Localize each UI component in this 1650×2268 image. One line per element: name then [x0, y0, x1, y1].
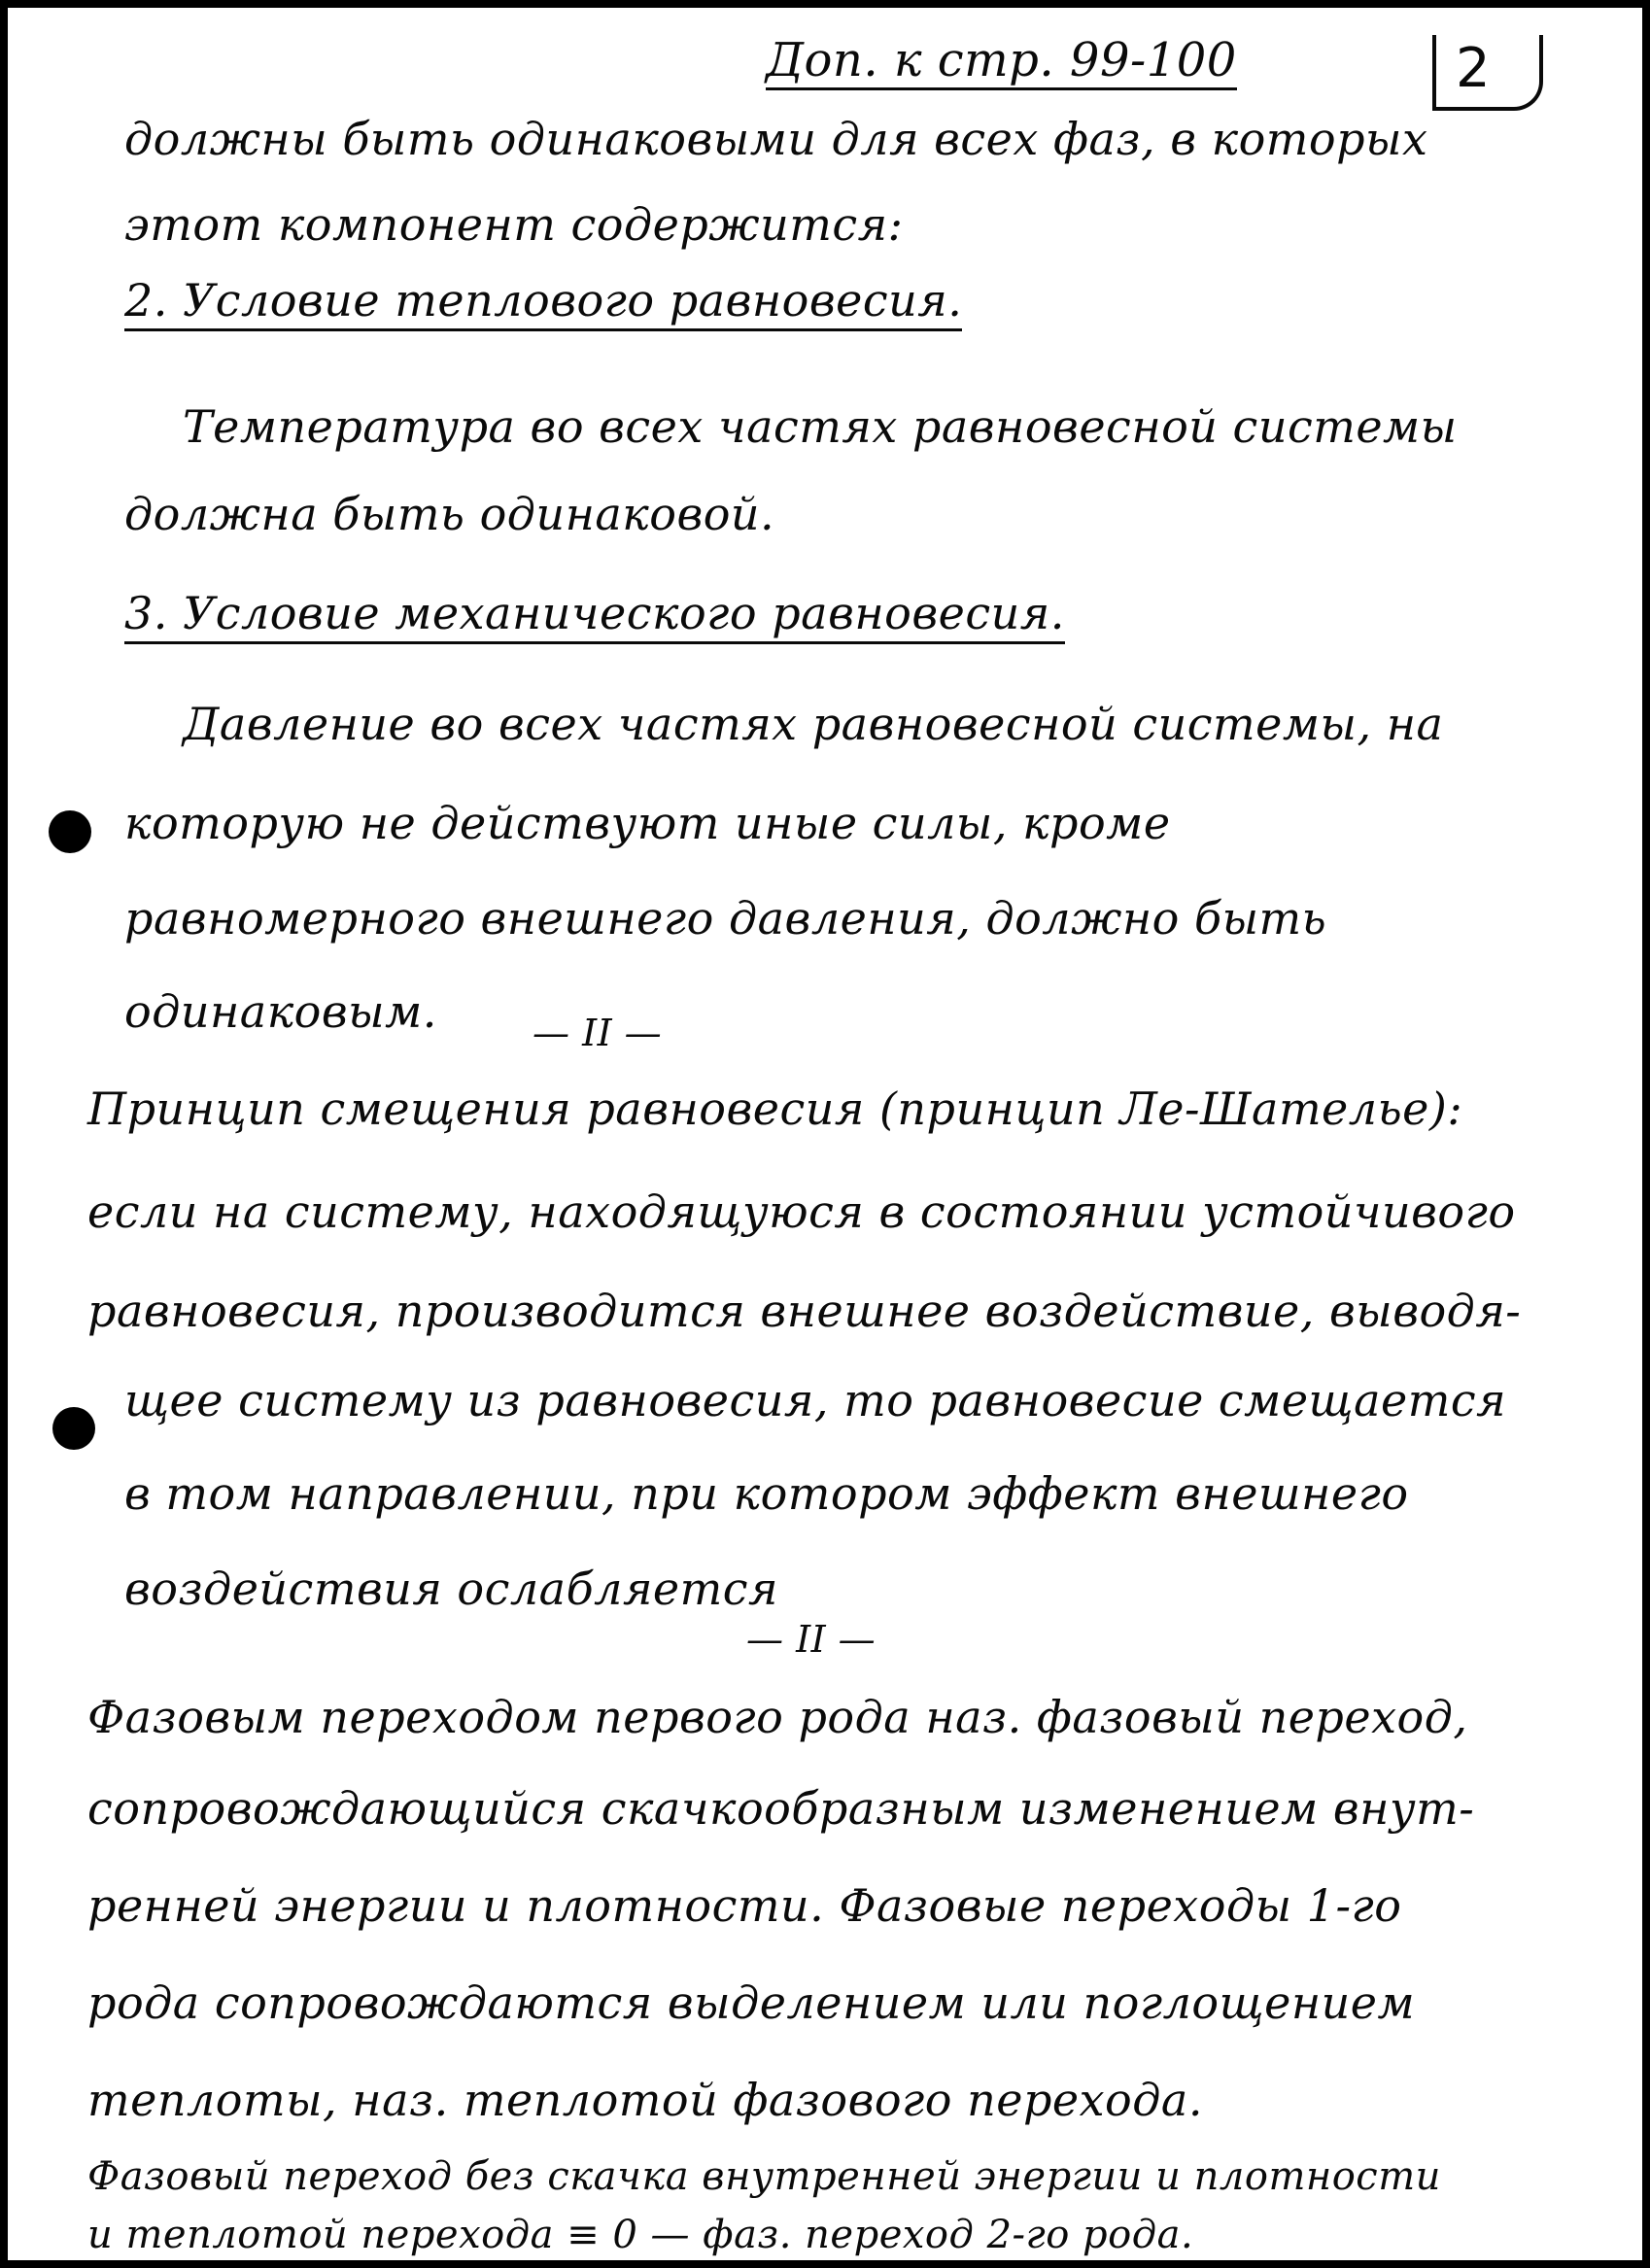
text-line: Температура во всех частях равновесной системы: [183, 400, 1458, 453]
text-line: и теплотой перехода ≡ 0 — фаз. переход 2-го рода.: [87, 2213, 1194, 2257]
page-number: 2: [1456, 37, 1491, 100]
text-line: сопровождающийся скачкообразным изменением внут-: [87, 1782, 1475, 1835]
text-line: ренней энергии и плотности. Фазовые переходы 1-го: [87, 1879, 1402, 1932]
text-line: должна быть одинаковой.: [124, 488, 775, 540]
bullet-dot: [52, 1407, 95, 1450]
separator-mark: — II —: [746, 1618, 877, 1661]
text-line: Давление во всех частях равновесной системы, на: [183, 698, 1444, 750]
text-line: в том направлении, при котором эффект внешнего: [124, 1467, 1409, 1520]
bullet-dot: [49, 810, 91, 853]
section-heading: 2. Условие теплового равновесия.: [124, 278, 962, 331]
text-line: если на систему, находящуюся в состоянии устойчивого: [87, 1186, 1516, 1238]
text-line: равномерного внешнего давления, должно быть: [124, 892, 1327, 945]
text-line: равновесия, производится внешнее воздействие, выводя-: [87, 1285, 1522, 1337]
text-line: одинаковым.: [124, 985, 437, 1038]
text-line: Фазовым переходом первого рода наз. фазовый переход,: [87, 1691, 1468, 1743]
text-line: этот компонент содержится:: [124, 198, 904, 251]
text-line: должны быть одинаковыми для всех фаз, в которых: [124, 113, 1428, 165]
text-line: воздействия ослабляется: [124, 1563, 778, 1615]
handwritten-page: [8, 8, 1642, 2260]
section-heading: 3. Условие механического равновесия.: [124, 591, 1065, 644]
text-line: щее систему из равновесия, то равновесие смещается: [124, 1374, 1507, 1426]
text-line: Принцип смещения равновесия (принцип Ле-Шателье):: [87, 1082, 1463, 1135]
separator-mark: — II —: [533, 1012, 663, 1054]
text-line: рода сопровождаются выделением или поглощением: [87, 1976, 1416, 2029]
text-line: теплоты, наз. теплотой фазового перехода.: [87, 2074, 1203, 2126]
text-line: которую не действуют иные силы, кроме: [124, 797, 1171, 849]
page-reference: Доп. к стр. 99-100: [766, 37, 1237, 90]
text-line: Фазовый переход без скачка внутренней энергии и плотности: [87, 2154, 1441, 2199]
